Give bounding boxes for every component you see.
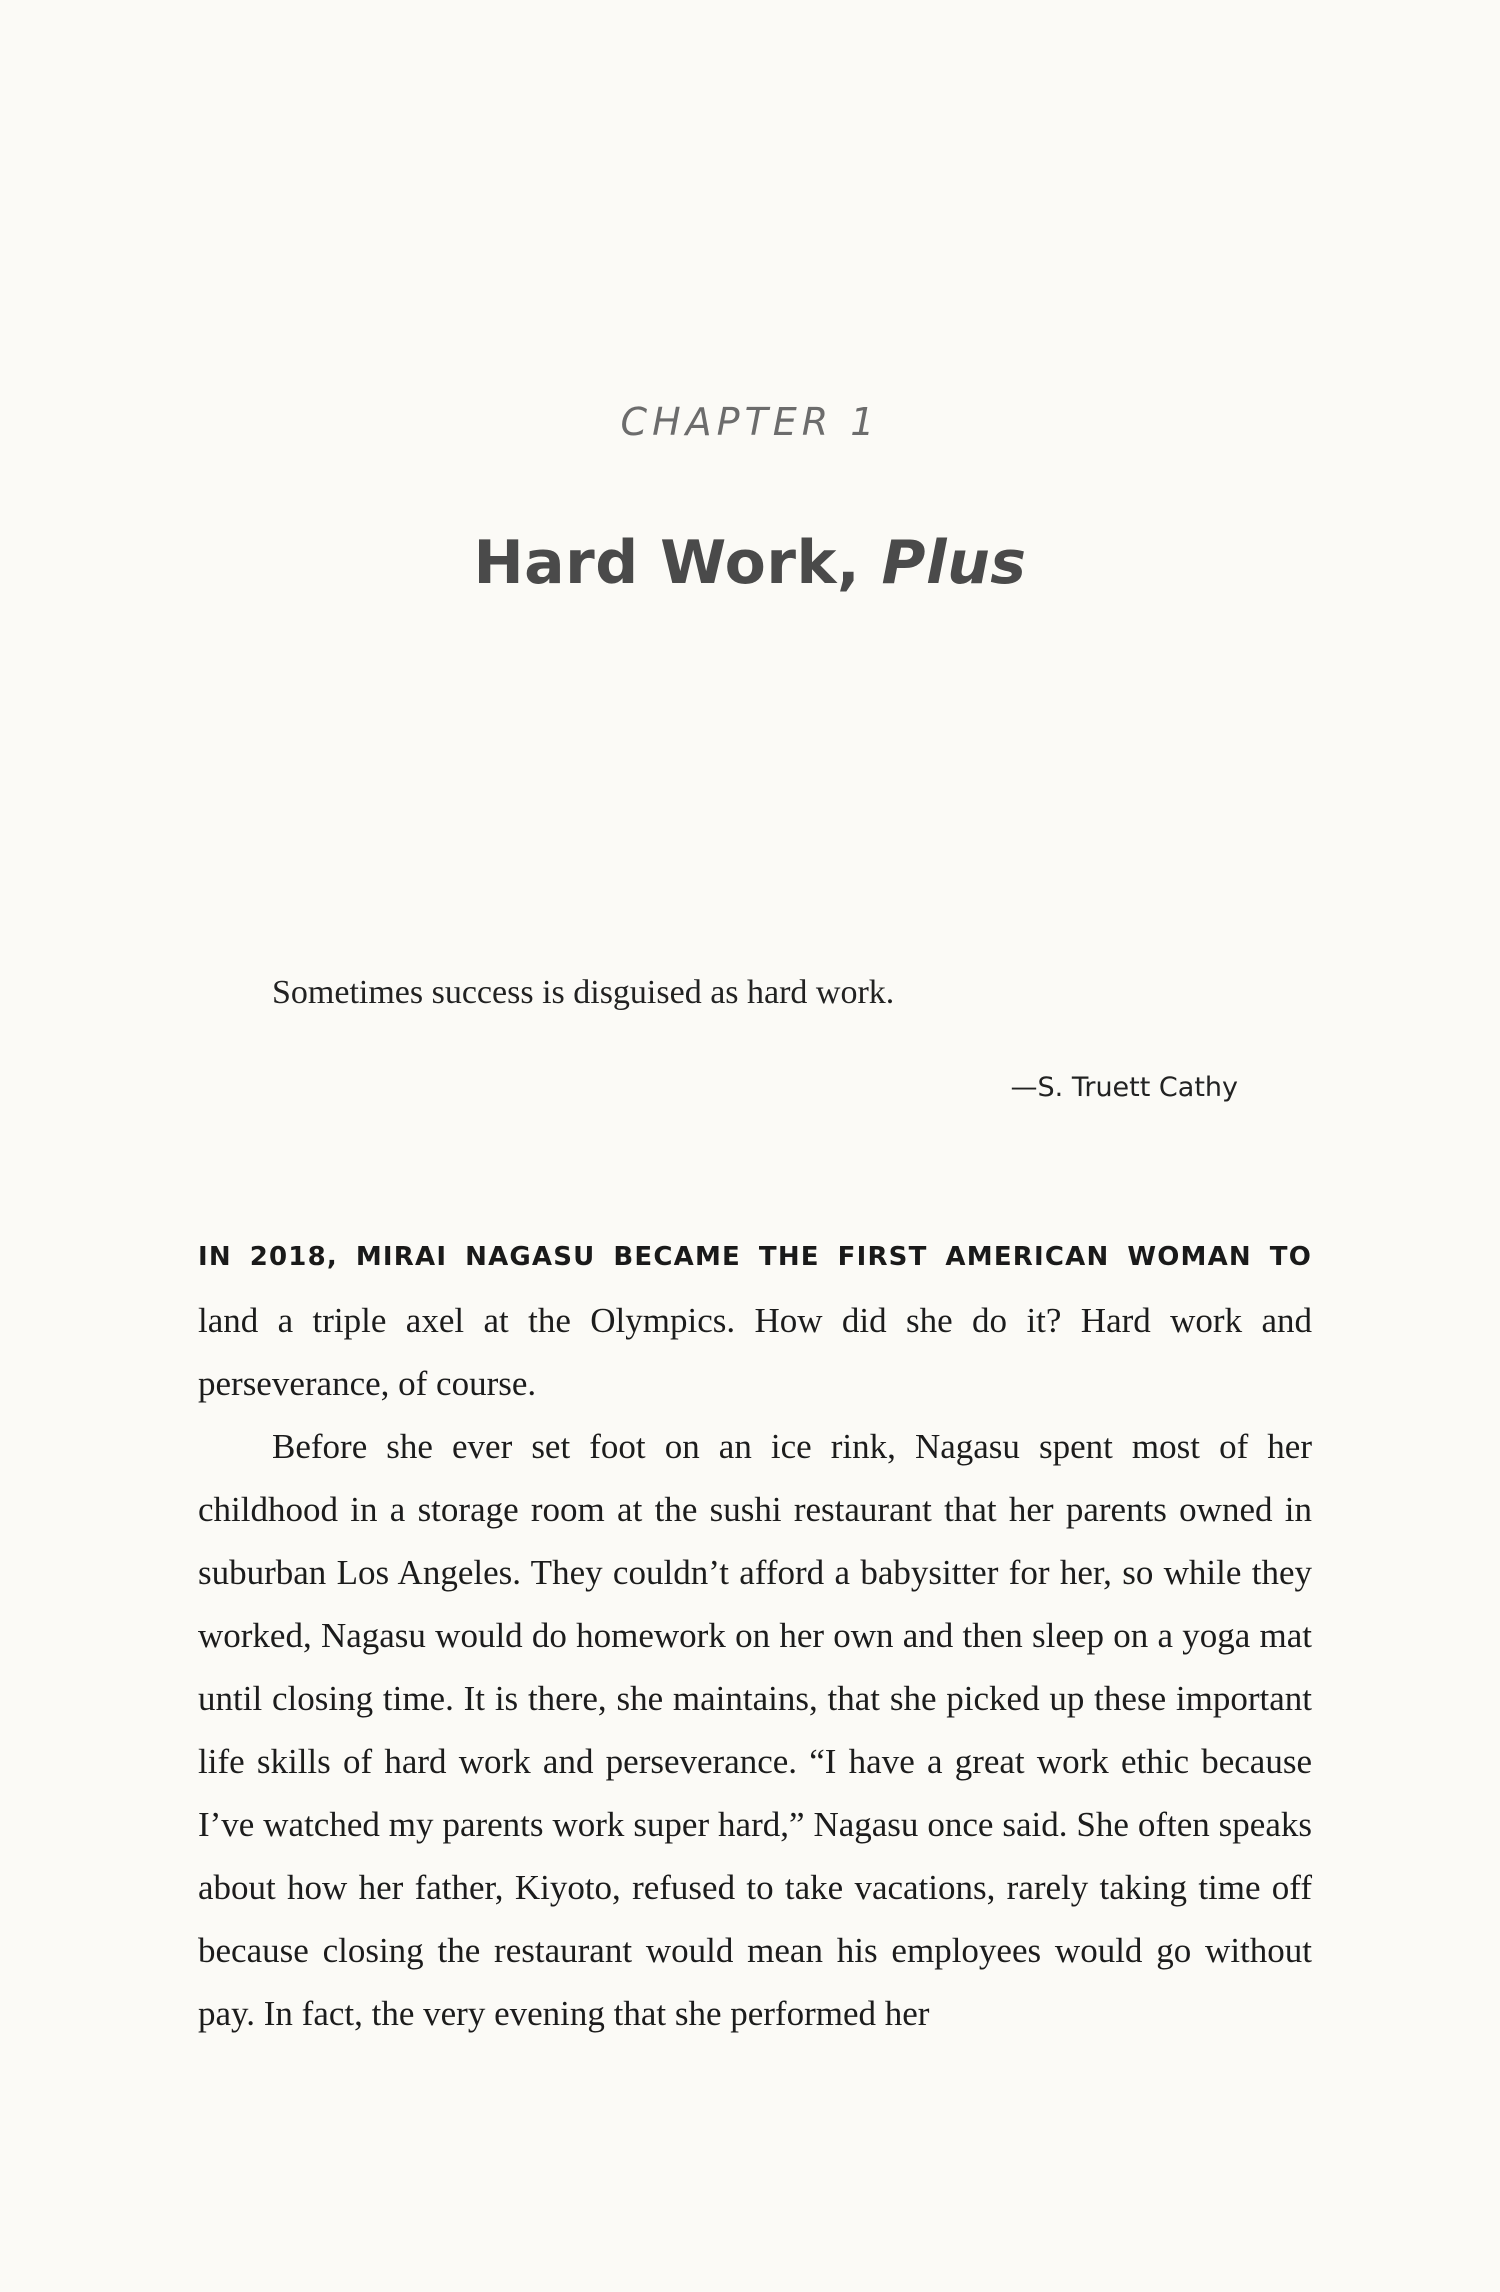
chapter-title (0, 528, 1500, 598)
paragraph-1-text: land a triple axel at the Olympics. How did she do it? Hard work and perseverance, of course. (198, 1301, 1312, 1403)
chapter-title-main: Hard Work, (473, 528, 882, 598)
epigraph-quote: Sometimes success is disguised as hard work. (272, 974, 895, 1011)
paragraph-lead-caps: IN 2018, MIRAI NAGASU BECAME THE FIRST AMERICAN WOMAN TO (198, 1242, 1312, 1272)
paragraph-1 (198, 1222, 1312, 1415)
chapter-label: CHAPTER 1 (620, 400, 880, 444)
chapter-title-italic: Plus (881, 528, 1027, 598)
paragraph-2: Before she ever set foot on an ice rink, Nagasu spent most of her childhood in a storage room at the sushi restaurant that her parents owned in suburban Los Angeles. They couldn’t afford a babysitter for her, so while they worked, Nagasu would do homework on her own and then sleep on a yoga mat until closing time. It is there, she maintains, that she picked up these important life skills of hard work and perseverance. “I have a great work ethic because I’ve watched my parents work super hard,” Nagasu once said. She often speaks about how her father, Kiyoto, refused to take vacations, rarely taking time off because closing the restaurant would mean his employees would go without pay. In fact, the very evening that she performed her (198, 1427, 1312, 2033)
body-text (198, 1222, 1312, 2045)
epigraph-attribution: —S. Truett Cathy (1010, 1072, 1238, 1103)
